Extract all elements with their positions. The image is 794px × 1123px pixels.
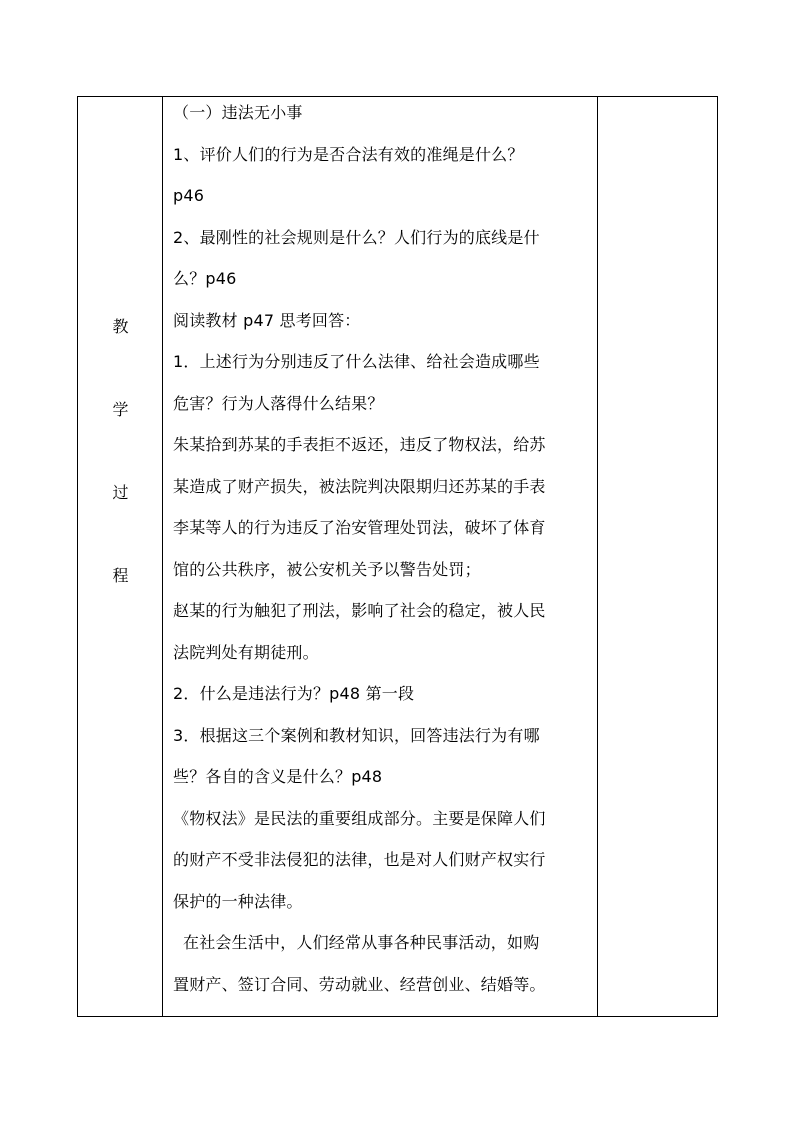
- text-line: 馆的公共秩序，被公安机关予以警告处罚；: [173, 559, 481, 579]
- notes-cell: [598, 97, 718, 1017]
- text-line: 么？p46: [173, 269, 237, 288]
- content-cell: [163, 97, 598, 1017]
- content-text: [163, 97, 597, 995]
- text-line: 1、评价人们的行为是否合法有效的准绳是什么？: [173, 144, 524, 164]
- section-label-cell: [78, 97, 163, 1017]
- text-line: 3．根据这三个案例和教材知识，回答违法行为有哪: [173, 725, 540, 745]
- section-heading: （一）违法无小事: [173, 103, 303, 122]
- text-line: 1．上述行为分别违反了什么法律、给社会造成哪些: [173, 352, 540, 371]
- text-line: 朱某拾到苏某的手表拒不返还，违反了物权法，给苏: [173, 435, 546, 454]
- text-line: 2、最刚性的社会规则是什么？人们行为的底线是什: [173, 227, 540, 247]
- text-line: 《物权法》是民法的重要组成部分。主要是保障人们: [173, 808, 546, 828]
- section-label-char: 程: [112, 566, 129, 585]
- section-label-char: 过: [112, 483, 129, 502]
- section-label-char: 学: [112, 400, 129, 419]
- text-line: 些？各自的含义是什么？p48: [173, 767, 383, 786]
- text-line: 阅读教材 p47 思考回答：: [173, 310, 361, 330]
- text-line: 的财产不受非法侵犯的法律，也是对人们财产权实行: [173, 850, 546, 869]
- text-line: 2．什么是违法行为？p48 第一段: [173, 684, 415, 703]
- section-label-char: 教: [112, 317, 129, 336]
- text-line: 赵某的行为触犯了刑法，影响了社会的稳定，被人民: [173, 601, 546, 620]
- text-line: 在社会生活中，人们经常从事各种民事活动，如购: [183, 933, 540, 952]
- text-line: 置财产、签订合同、劳动就业、经营创业、结婚等。: [173, 974, 546, 994]
- text-line: p46: [173, 186, 205, 205]
- text-line: 某造成了财产损失，被法院判决限期归还苏某的手表: [173, 476, 546, 496]
- text-line: 法院判处有期徒刑。: [173, 642, 319, 662]
- text-line: 危害？行为人落得什么结果？: [173, 393, 384, 413]
- text-line: 李某等人的行为违反了治安管理处罚法，破坏了体育: [173, 518, 546, 537]
- lesson-table: [77, 96, 718, 1017]
- text-line: 保护的一种法律。: [173, 891, 303, 911]
- table-row: [78, 97, 718, 1017]
